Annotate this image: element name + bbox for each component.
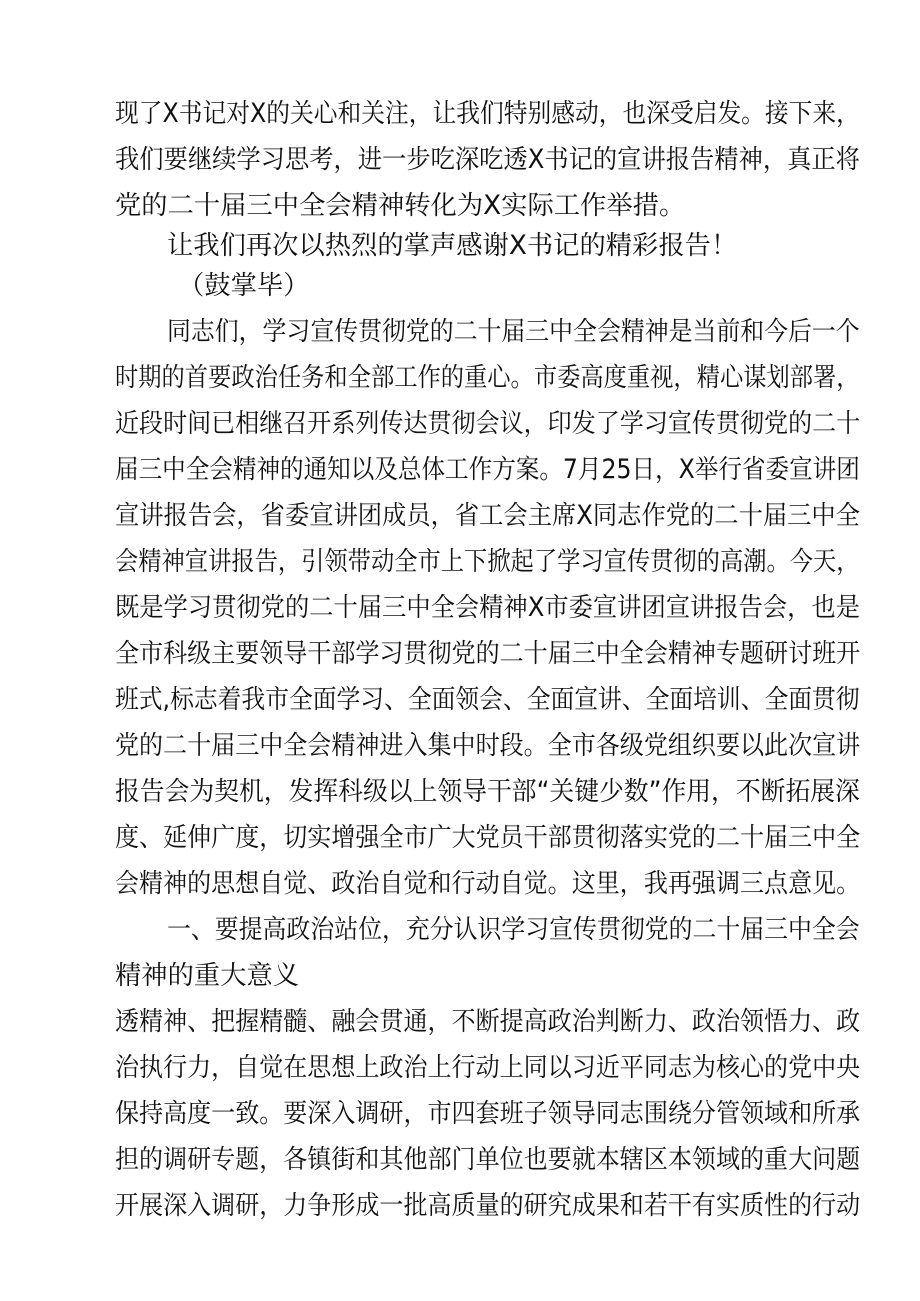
section-heading: 一、要提高政治站位，充分认识学习宣传贯彻党的二十届三中全会 — [167, 915, 860, 945]
text-line: 会精神的思想自觉、政治自觉和行动自觉。这里，我再强调三点意见。 — [115, 869, 861, 899]
section-heading-continued: 精神的重大意义 — [115, 961, 300, 991]
text-line: 会精神宣讲报告，引领带动全市上下掀起了学习宣传贯彻的高潮。今天， — [115, 547, 860, 577]
text-line: 届三中全会精神的通知以及总体工作方案。7月25日，X举行省委宣讲团 — [115, 455, 860, 485]
text-line: 透精神、把握精髓、融会贯通，不断提高政治判断力、政治领悟力、政 — [115, 1007, 861, 1037]
text-line: 让我们再次以热烈的掌声感谢X书记的精彩报告！ — [167, 231, 738, 261]
text-line: 全市科级主要领导干部学习贯彻党的二十届三中全会精神专题研讨班开 — [115, 639, 861, 669]
text-line: 班式,标志着我市全面学习、全面领会、全面宣讲、全面培训、全面贯彻 — [115, 685, 860, 715]
text-line: 保持高度一致。要深入调研，市四套班子领导同志围绕分管领域和所承 — [115, 1099, 861, 1129]
text-line: 既是学习贯彻党的二十届三中全会精神X市委宣讲团宣讲报告会，也是 — [115, 593, 860, 623]
text-line: 报告会为契机，发挥科级以上领导干部“关键少数”作用，不断拓展深 — [115, 777, 860, 807]
text-line: 现了X书记对X的关心和关注，让我们特别感动，也深受启发。接下来， — [115, 99, 860, 129]
text-line: 宣讲报告会，省委宣讲团成员，省工会主席X同志作党的二十届三中全 — [115, 501, 860, 531]
text-line: 我们要继续学习思考，进一步吃深吃透X书记的宣讲报告精神，真正将 — [115, 145, 860, 175]
text-line: 近段时间已相继召开系列传达贯彻会议，印发了学习宣传贯彻党的二十 — [115, 409, 861, 439]
text-line: （鼓掌毕） — [178, 271, 310, 301]
text-line: 党的二十届三中全会精神进入集中时段。全市各级党组织要以此次宣讲 — [115, 731, 861, 761]
text-line: 开展深入调研，力争形成一批高质量的研究成果和若干有实质性的行动 — [115, 1191, 861, 1221]
text-line: 治执行力，自觉在思想上政治上行动上同以习近平同志为核心的党中央 — [115, 1053, 861, 1083]
text-line: 同志们，学习宣传贯彻党的二十届三中全会精神是当前和今后一个 — [167, 317, 860, 347]
text-line: 担的调研专题，各镇街和其他部门单位也要就本辖区本领域的重大问题 — [115, 1145, 861, 1175]
text-line: 度、延伸广度，切实增强全市广大党员干部贯彻落实党的二十届三中全 — [115, 823, 861, 853]
text-line: 时期的首要政治任务和全部工作的重心。市委高度重视，精心谋划部署， — [115, 363, 860, 393]
text-line: 党的二十届三中全会精神转化为X实际工作举措。 — [115, 191, 686, 221]
